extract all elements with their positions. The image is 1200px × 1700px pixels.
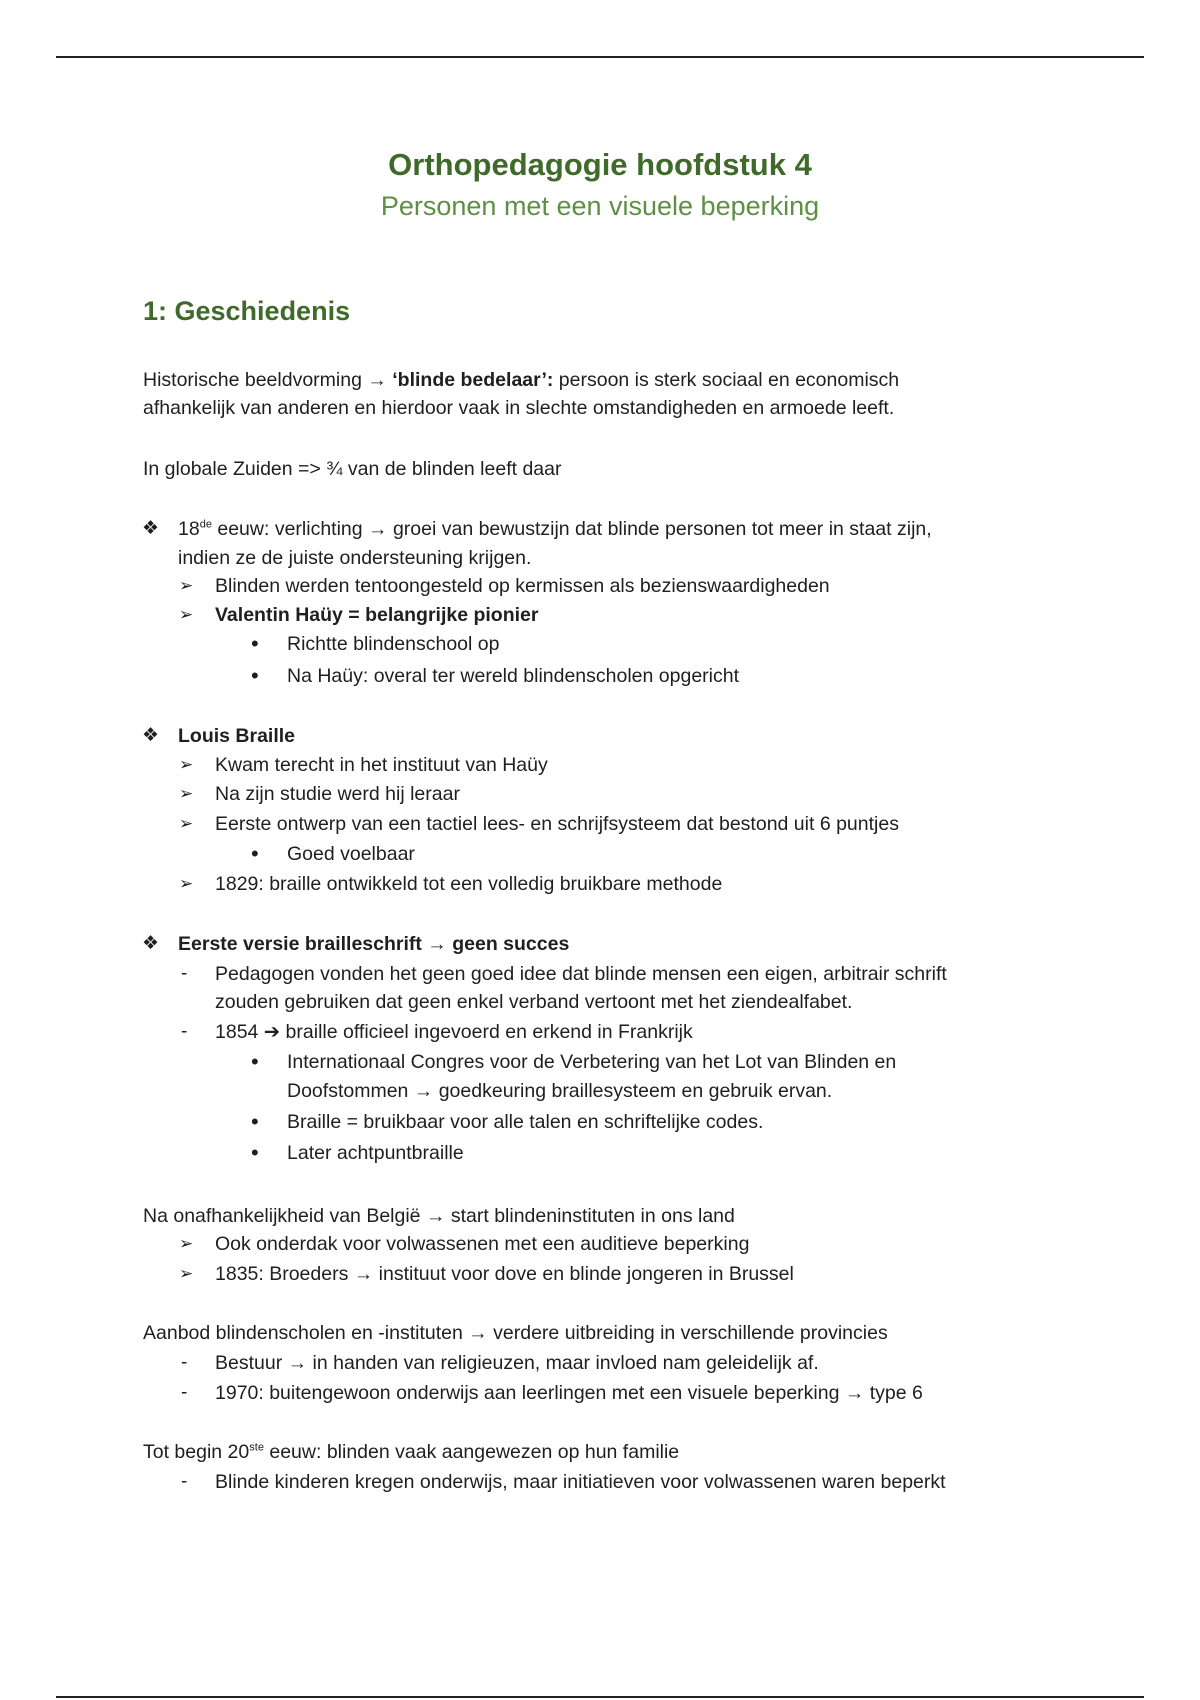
paragraph-line: In globale Zuiden => ¾ van de blinden leeft daar xyxy=(143,458,562,480)
dash-bullet: - xyxy=(181,1382,188,1403)
text-run: Richtte blindenschool op xyxy=(287,633,500,655)
text-run: Historische beeldvorming → xyxy=(143,369,393,391)
text-run: Goed voelbaar xyxy=(287,843,415,865)
paragraph-line: Aanbod blindenscholen en -instituten → verdere uitbreiding in verschillende provincies xyxy=(143,1322,888,1344)
list-item xyxy=(251,840,415,868)
dot-bullet-icon: • xyxy=(251,631,259,656)
paragraph-line xyxy=(143,366,899,394)
list-item xyxy=(181,960,947,988)
paragraph-line xyxy=(143,1438,679,1466)
text-run: Na Haüy: overal ter wereld blindenscholen opgericht xyxy=(287,665,740,687)
text-run: eeuw: verlichting → groei van bewustzijn dat blinde personen tot meer in staat zijn, xyxy=(211,518,932,540)
list-item xyxy=(181,1018,693,1046)
list-item xyxy=(251,1048,897,1076)
arrow-bullet-icon: ➢ xyxy=(179,605,194,624)
text-run: 1829: braille ontwikkeld tot een volledig bruikbare methode xyxy=(215,873,723,895)
list-item xyxy=(142,930,570,958)
list-item xyxy=(179,1260,794,1288)
dot-bullet-icon: • xyxy=(251,841,259,866)
list-item xyxy=(181,1468,946,1496)
document-subtitle: Personen met een visuele beperking xyxy=(380,191,820,221)
list-item-continuation: zouden gebruiken dat geen enkel verband vertoont met het ziendealfabet. xyxy=(215,991,853,1013)
list-item xyxy=(179,601,539,629)
bold-text: ‘blinde bedelaar’: xyxy=(392,369,554,391)
dash-bullet: - xyxy=(181,1471,188,1492)
list-item xyxy=(181,1379,923,1407)
text-run: Eerste versie brailleschrift → geen succes xyxy=(178,933,570,955)
arrow-bullet-icon: ➢ xyxy=(179,814,194,833)
text-run: 1970: buitengewoon onderwijs aan leerlingen met een visuele beperking → type 6 xyxy=(215,1382,923,1404)
list-item xyxy=(251,662,740,690)
dash-bullet: - xyxy=(181,1352,188,1373)
list-item xyxy=(142,515,932,543)
superscript: de xyxy=(199,518,212,531)
text-run: Internationaal Congres voor de Verbetering van het Lot van Blinden en xyxy=(287,1051,897,1073)
top-rule xyxy=(56,56,1144,58)
superscript: ste xyxy=(249,1441,264,1454)
dash-bullet: - xyxy=(181,1021,188,1042)
list-item xyxy=(179,1230,750,1258)
bottom-rule xyxy=(56,1696,1144,1698)
arrow-bullet-icon: ➢ xyxy=(179,784,194,803)
text-run: Bestuur → in handen van religieuzen, maar invloed nam geleidelijk af. xyxy=(215,1352,819,1374)
dot-bullet-icon: • xyxy=(251,1109,259,1134)
text-run: Blinde kinderen kregen onderwijs, maar initiatieven voor volwassenen waren beperkt xyxy=(215,1471,946,1493)
list-item xyxy=(179,810,899,838)
text-run: Pedagogen vonden het geen goed idee dat blinde mensen een eigen, arbitrair schrift xyxy=(215,963,947,985)
paragraph-line: afhankelijk van anderen en hierdoor vaak in slechte omstandigheden en armoede leeft. xyxy=(143,397,895,419)
list-item xyxy=(181,1349,819,1377)
document-title: Orthopedagogie hoofdstuk 4 xyxy=(388,147,812,182)
list-item xyxy=(251,630,500,658)
text-run: eeuw: blinden vaak aangewezen op hun familie xyxy=(263,1441,680,1463)
arrow-bullet-icon: ➢ xyxy=(179,755,194,774)
diamond-bullet-icon: ❖ xyxy=(142,933,160,954)
list-item xyxy=(179,751,548,779)
list-item xyxy=(251,1139,464,1167)
arrow-bullet-icon: ➢ xyxy=(179,874,194,893)
arrow-bullet-icon: ➢ xyxy=(179,1234,194,1253)
text-run: Later achtpuntbraille xyxy=(287,1142,464,1164)
text-run: Louis Braille xyxy=(178,725,296,747)
text-run: Kwam terecht in het instituut van Haüy xyxy=(215,754,548,776)
list-item xyxy=(179,572,830,600)
text-run: Eerste ontwerp van een tactiel lees- en schrijfsysteem dat bestond uit 6 puntjes xyxy=(215,813,899,835)
arrow-bullet-icon: ➢ xyxy=(179,576,194,595)
title-block xyxy=(0,144,1200,226)
text-run: Blinden werden tentoongesteld op kermissen als bezienswaardigheden xyxy=(215,575,830,597)
dot-bullet-icon: • xyxy=(251,1140,259,1165)
list-item xyxy=(179,870,723,898)
diamond-bullet-icon: ❖ xyxy=(142,725,160,746)
paragraph-line: Na onafhankelijkheid van België → start blindeninstituten in ons land xyxy=(143,1205,735,1227)
list-item-continuation: indien ze de juiste ondersteuning krijgen. xyxy=(178,547,532,569)
list-item xyxy=(179,780,460,808)
list-item-continuation: Doofstommen → goedkeuring braillesysteem en gebruik ervan. xyxy=(287,1080,833,1102)
dot-bullet-icon: • xyxy=(251,1049,259,1074)
text-run: Valentin Haüy = belangrijke pionier xyxy=(215,604,539,626)
section-heading: 1: Geschiedenis xyxy=(143,296,351,326)
dash-bullet: - xyxy=(181,963,188,984)
diamond-bullet-icon: ❖ xyxy=(142,518,160,539)
list-item xyxy=(142,722,296,750)
arrow-bullet-icon: ➢ xyxy=(179,1264,194,1283)
list-item xyxy=(251,1108,764,1136)
text-run: 1835: Broeders → instituut voor dove en blinde jongeren in Brussel xyxy=(215,1263,794,1285)
text-run: Ook onderdak voor volwassenen met een auditieve beperking xyxy=(215,1233,750,1255)
dot-bullet-icon: • xyxy=(251,663,259,688)
text-run: 1854 ➔ braille officieel ingevoerd en erkend in Frankrijk xyxy=(215,1021,693,1043)
text-run: 18 xyxy=(178,518,200,540)
text-run: Tot begin 20 xyxy=(143,1441,250,1463)
text-run: Braille = bruikbaar voor alle talen en schriftelijke codes. xyxy=(287,1111,764,1133)
text-run: Na zijn studie werd hij leraar xyxy=(215,783,460,805)
text-run: persoon is sterk sociaal en economisch xyxy=(553,369,900,391)
